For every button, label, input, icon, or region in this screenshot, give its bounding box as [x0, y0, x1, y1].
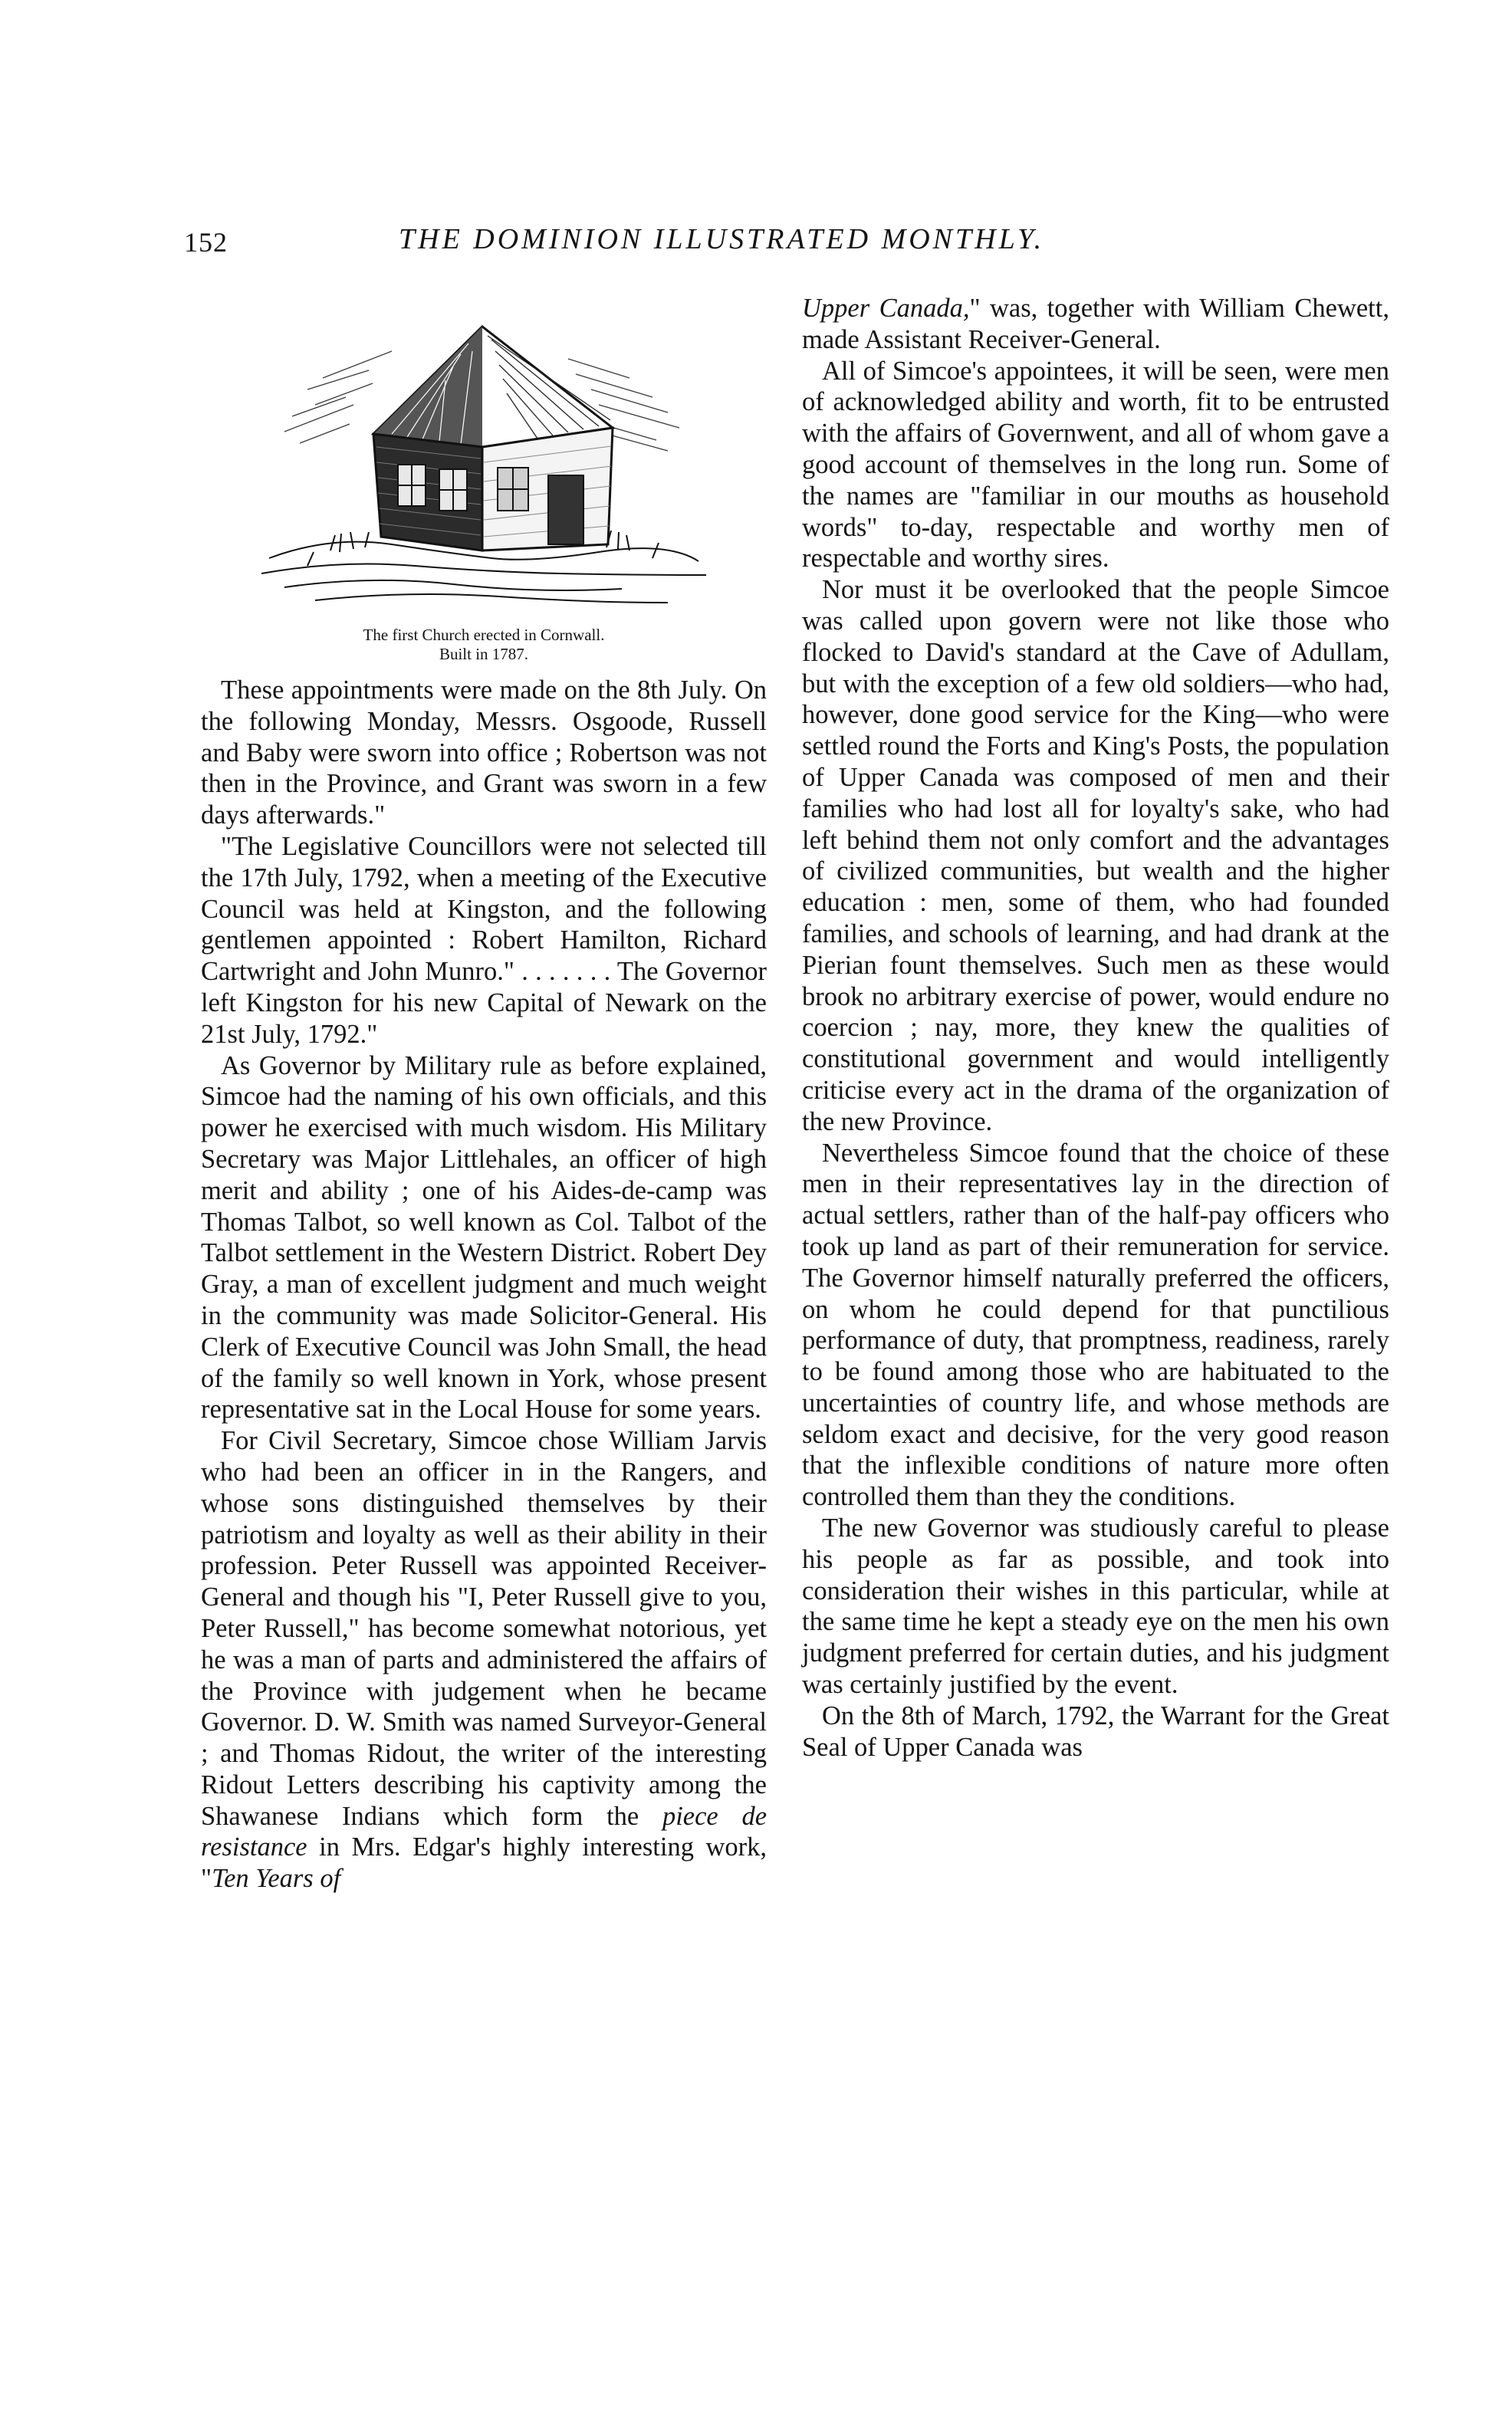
right-paragraph-4: Nevertheless Simcoe found that the choice of these men in their representatives lay in the direction of actual settlers, rather than of the half-pay officers who took up land as part of their remuneration for service. The Governor himself naturally preferred the officers, on whom he could depend for that punctilious performance of duty, that promptness, readiness, rarely to be found among those who are habituated to the uncertainties of country life, and whose methods are seldom exact and decisive, for the very good reason that the inflexible conditions of nature more often controlled them than they the conditions. [802, 1138, 1389, 1512]
right-paragraph-1-rest: " was, together with William Chewett, made Assistant Receiver-General. [802, 294, 1389, 354]
left-paragraph-1: These appointments were made on the 8th July. On the following Monday, Messrs. Osgoode, Russell and Baby were sworn into office ; Robertson was not then in the Province, and Grant was sworn in a few days afterwards." [201, 675, 767, 830]
church-roof [373, 327, 613, 447]
left-paragraph-4-italic-2: Ten Years of [212, 1864, 341, 1894]
right-paragraph-5: The new Governor was studiously careful to please his people as far as possible, and took into consideration their wishes in this particular, while at the same time he kept a steady eye on the men his own judgment preferred for certain duties, and his judgment was certainly justified by the event. [802, 1513, 1389, 1700]
running-title: THE DOMINION ILLUSTRATED MONTHLY. [399, 223, 1045, 255]
left-paragraph-2: "The Legislative Councillors were not selected till the 17th July, 1792, when a meeting of the Executive Council was held at Kingston, and the following gentlemen appointed : Robert Hamilton, Richard Cartwright and John Munro." . . . . . . . The Governor left Kingston for his new Capital of Newark on the 21st July, 1792." [201, 831, 767, 1049]
church-door [548, 475, 583, 544]
right-paragraph-3: Nor must it be overlooked that the people Simcoe was called upon govern were not like those who flocked to David's standard at the Cave of Adullam, but with the exception of a few old soldiers—who had, however, done good service for the King—who were settled round the Forts and King's Posts, the population of Upper Canada was composed of men and their families who had lost all for loyalty's sake, who had left behind them not only comfort and the advantages of civilized communities, but wealth and the higher education : men, some of them, who had founded families, and schools of learning, and had drank at the Pierian fount themselves. Such men as these would brook no arbitrary exercise of power, would endure no coercion ; nay, more, they knew the qualities of constitutional government and would intelligently criticise every act in the drama of the organization of the new Province. [802, 575, 1389, 1136]
left-paragraph-4-mid: in Mrs. Edgar's highly interesting work, " [201, 1832, 767, 1894]
left-paragraph-3: As Governor by Military rule as before explained, Simcoe had the naming of his own officials, and this power he exercised with much wisdom. His Military Secretary was Major Littlehales, an officer of high merit and ability ; one of his Aides-de-camp was Thomas Talbot, so well known as Col. Talbot of the Talbot settlement in the Western District. Robert Dey Gray, a man of excellent judgment and much weight in the community was made Solicitor-General. His Clerk of Executive Council was John Small, the head of the family so well known in York, whose present representative sat in the Local House for some years. [201, 1050, 767, 1425]
right-paragraph-1 [802, 293, 1389, 356]
church-walls [373, 428, 613, 550]
left-paragraph-4-italic-1: piece de resistance [201, 1801, 768, 1862]
caption-line-2: Built in 1787. [439, 645, 529, 663]
left-paragraph-4-start: For Civil Secretary, Simcoe chose William Jarvis who had been an officer in in the Rangers, and whose sons distinguished themselves by their patriotism and loyalty as well as their ability in their profession. Peter Russell was appointed Receiver-General and though his "I, Peter Russell give to you, Peter Russell," has become somewhat notorious, yet he was a man of parts and administered the affairs of the Province with judgement when he became Governor. D. W. Smith was named Surveyor-General ; and Thomas Ridout, the writer of the interesting Ridout Letters describing his captivity among the Shawanese Indians which form the [201, 1426, 767, 1831]
right-paragraph-2: All of Simcoe's appointees, it will be seen, were men of acknowledged ability and worth, fit to be entrusted with the affairs of Governwent, and all of whom gave a good account of themselves in the long run. Some of the names are "familiar in our mouths as household words" to-day, respectable and worthy men of respectable and worthy sires. [802, 356, 1389, 573]
left-column [201, 291, 767, 1895]
right-column [802, 293, 1389, 1763]
right-paragraph-1-italic: Upper Canada, [802, 294, 970, 323]
left-paragraph-4 [201, 1425, 767, 1895]
church-illustration [238, 305, 729, 620]
right-paragraph-6: On the 8th of March, 1792, the Warrant for the Great Seal of Upper Canada was [802, 1701, 1389, 1762]
page-number: 152 [184, 227, 228, 258]
figure-caption [201, 626, 767, 664]
caption-line-1: The first Church erected in Cornwall. [363, 626, 605, 644]
